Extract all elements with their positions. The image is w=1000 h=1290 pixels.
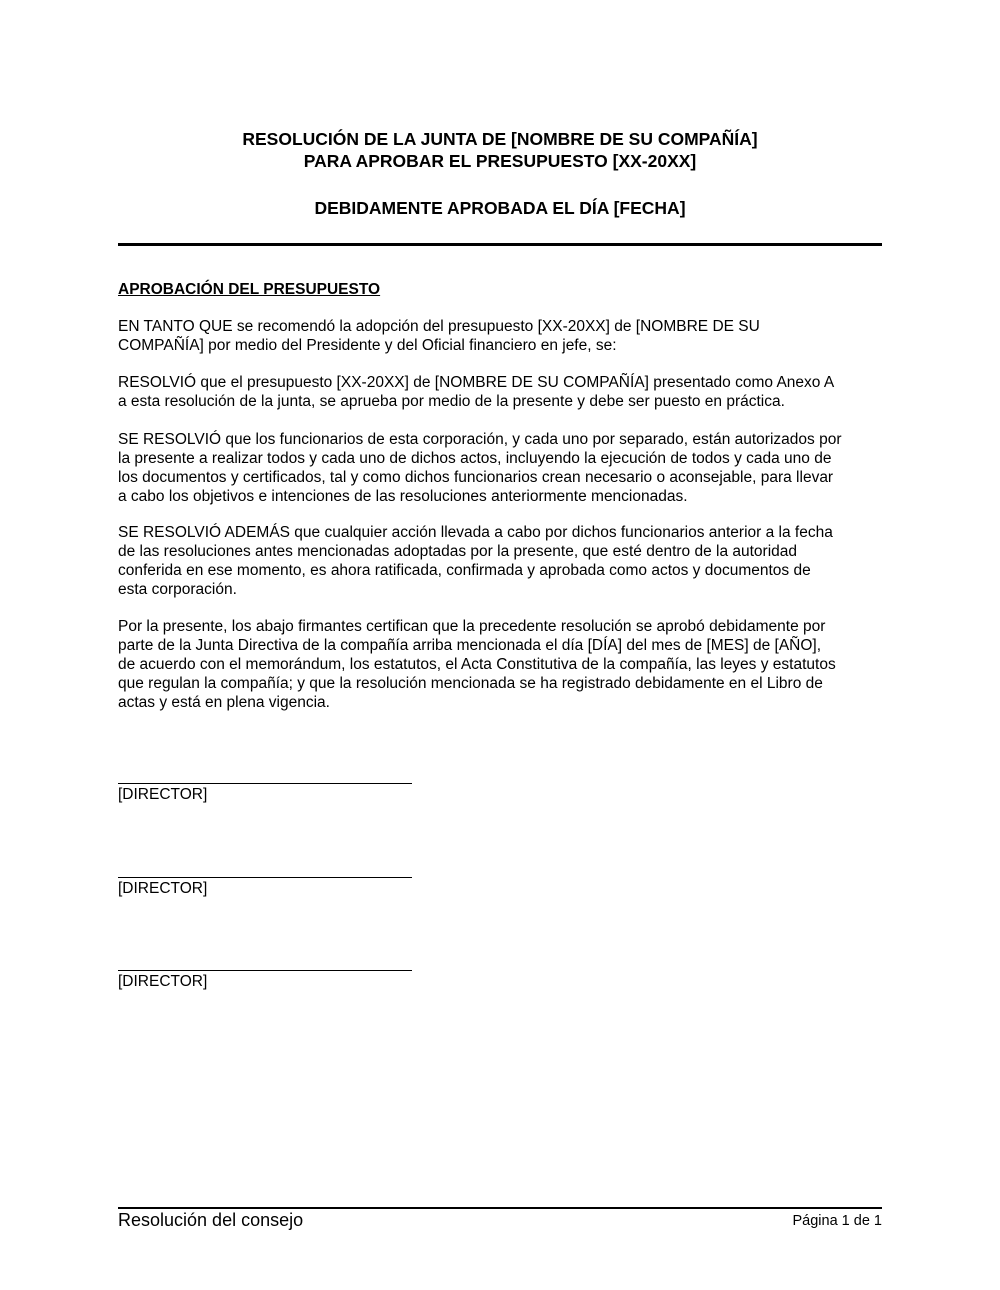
paragraph-certification (118, 617, 888, 712)
signature-line-1 (118, 783, 412, 784)
paragraph-line: RESOLVIÓ que el presupuesto [XX-20XX] de [NOMBRE DE SU COMPAÑÍA] presentado como Anexo A (118, 374, 835, 391)
section-heading: APROBACIÓN DEL PRESUPUESTO (118, 281, 381, 298)
paragraph-line: de acuerdo con el memorándum, los estatutos, el Acta Constitutiva de la compañía, las leyes y estatutos (118, 656, 836, 673)
footer-page-number: Página 1 de 1 (792, 1213, 882, 1229)
footer-divider (118, 1207, 882, 1209)
paragraph-line: conferida en ese momento, es ahora ratificada, confirmada y aprobada como actos y documentos de (118, 562, 811, 579)
paragraph-whereas (118, 317, 888, 355)
paragraph-line: de las resoluciones antes mencionadas adoptadas por la presente, que esté dentro de la autoridad (118, 543, 798, 560)
paragraph-line: actas y está en plena vigencia. (118, 694, 330, 711)
paragraph-line: COMPAÑÍA] por medio del Presidente y del Oficial financiero en jefe, se: (118, 337, 617, 354)
paragraph-line: Por la presente, los abajo firmantes certifican que la precedente resolución se aprobó debidamente por (118, 618, 826, 635)
signature-line-3 (118, 970, 412, 971)
paragraph-line: EN TANTO QUE se recomendó la adopción del presupuesto [XX-20XX] de [NOMBRE DE SU (118, 318, 760, 335)
signature-line-2 (118, 877, 412, 878)
document-subtitle: DEBIDAMENTE APROBADA EL DÍA [FECHA] (314, 198, 686, 218)
paragraph-line: SE RESOLVIÓ ADEMÁS que cualquier acción llevada a cabo por dichos funcionarios anterior a la fecha (118, 524, 833, 541)
paragraph-resolved (118, 373, 888, 411)
paragraph-further-resolved (118, 430, 888, 506)
signature-label-3: [DIRECTOR] (118, 973, 208, 990)
paragraph-line: a cabo los objetivos e intenciones de las resoluciones anteriormente mencionadas. (118, 488, 688, 505)
paragraph-line: los documentos y certificados, tal y como dichos funcionarios crean necesario o aconsejable, para llevar (118, 469, 834, 486)
paragraph-resolved-also (118, 523, 888, 599)
paragraph-line: a esta resolución de la junta, se aprueba por medio de la presente y debe ser puesto en práctica. (118, 393, 785, 410)
paragraph-line: esta corporación. (118, 581, 237, 598)
signature-label-2: [DIRECTOR] (118, 880, 208, 897)
title-divider (118, 243, 882, 246)
paragraph-line: SE RESOLVIÓ que los funcionarios de esta corporación, y cada uno por separado, están autorizados por (118, 431, 842, 448)
paragraph-line: la presente a realizar todos y cada uno de dichos actos, incluyendo la ejecución de todos y cada uno de (118, 450, 832, 467)
signature-label-1: [DIRECTOR] (118, 786, 208, 803)
title-line-2: PARA APROBAR EL PRESUPUESTO [XX-20XX] (303, 151, 697, 171)
footer-document-name: Resolución del consejo (118, 1210, 304, 1230)
paragraph-line: que regulan la compañía; y que la resolución mencionada se ha registrado debidamente en el Libro de (118, 675, 823, 692)
paragraph-line: parte de la Junta Directiva de la compañía arriba mencionada el día [DÍA] del mes de [MES] de [AÑO], (118, 637, 822, 654)
title-line-1: RESOLUCIÓN DE LA JUNTA DE [NOMBRE DE SU COMPAÑÍA] (242, 129, 758, 149)
